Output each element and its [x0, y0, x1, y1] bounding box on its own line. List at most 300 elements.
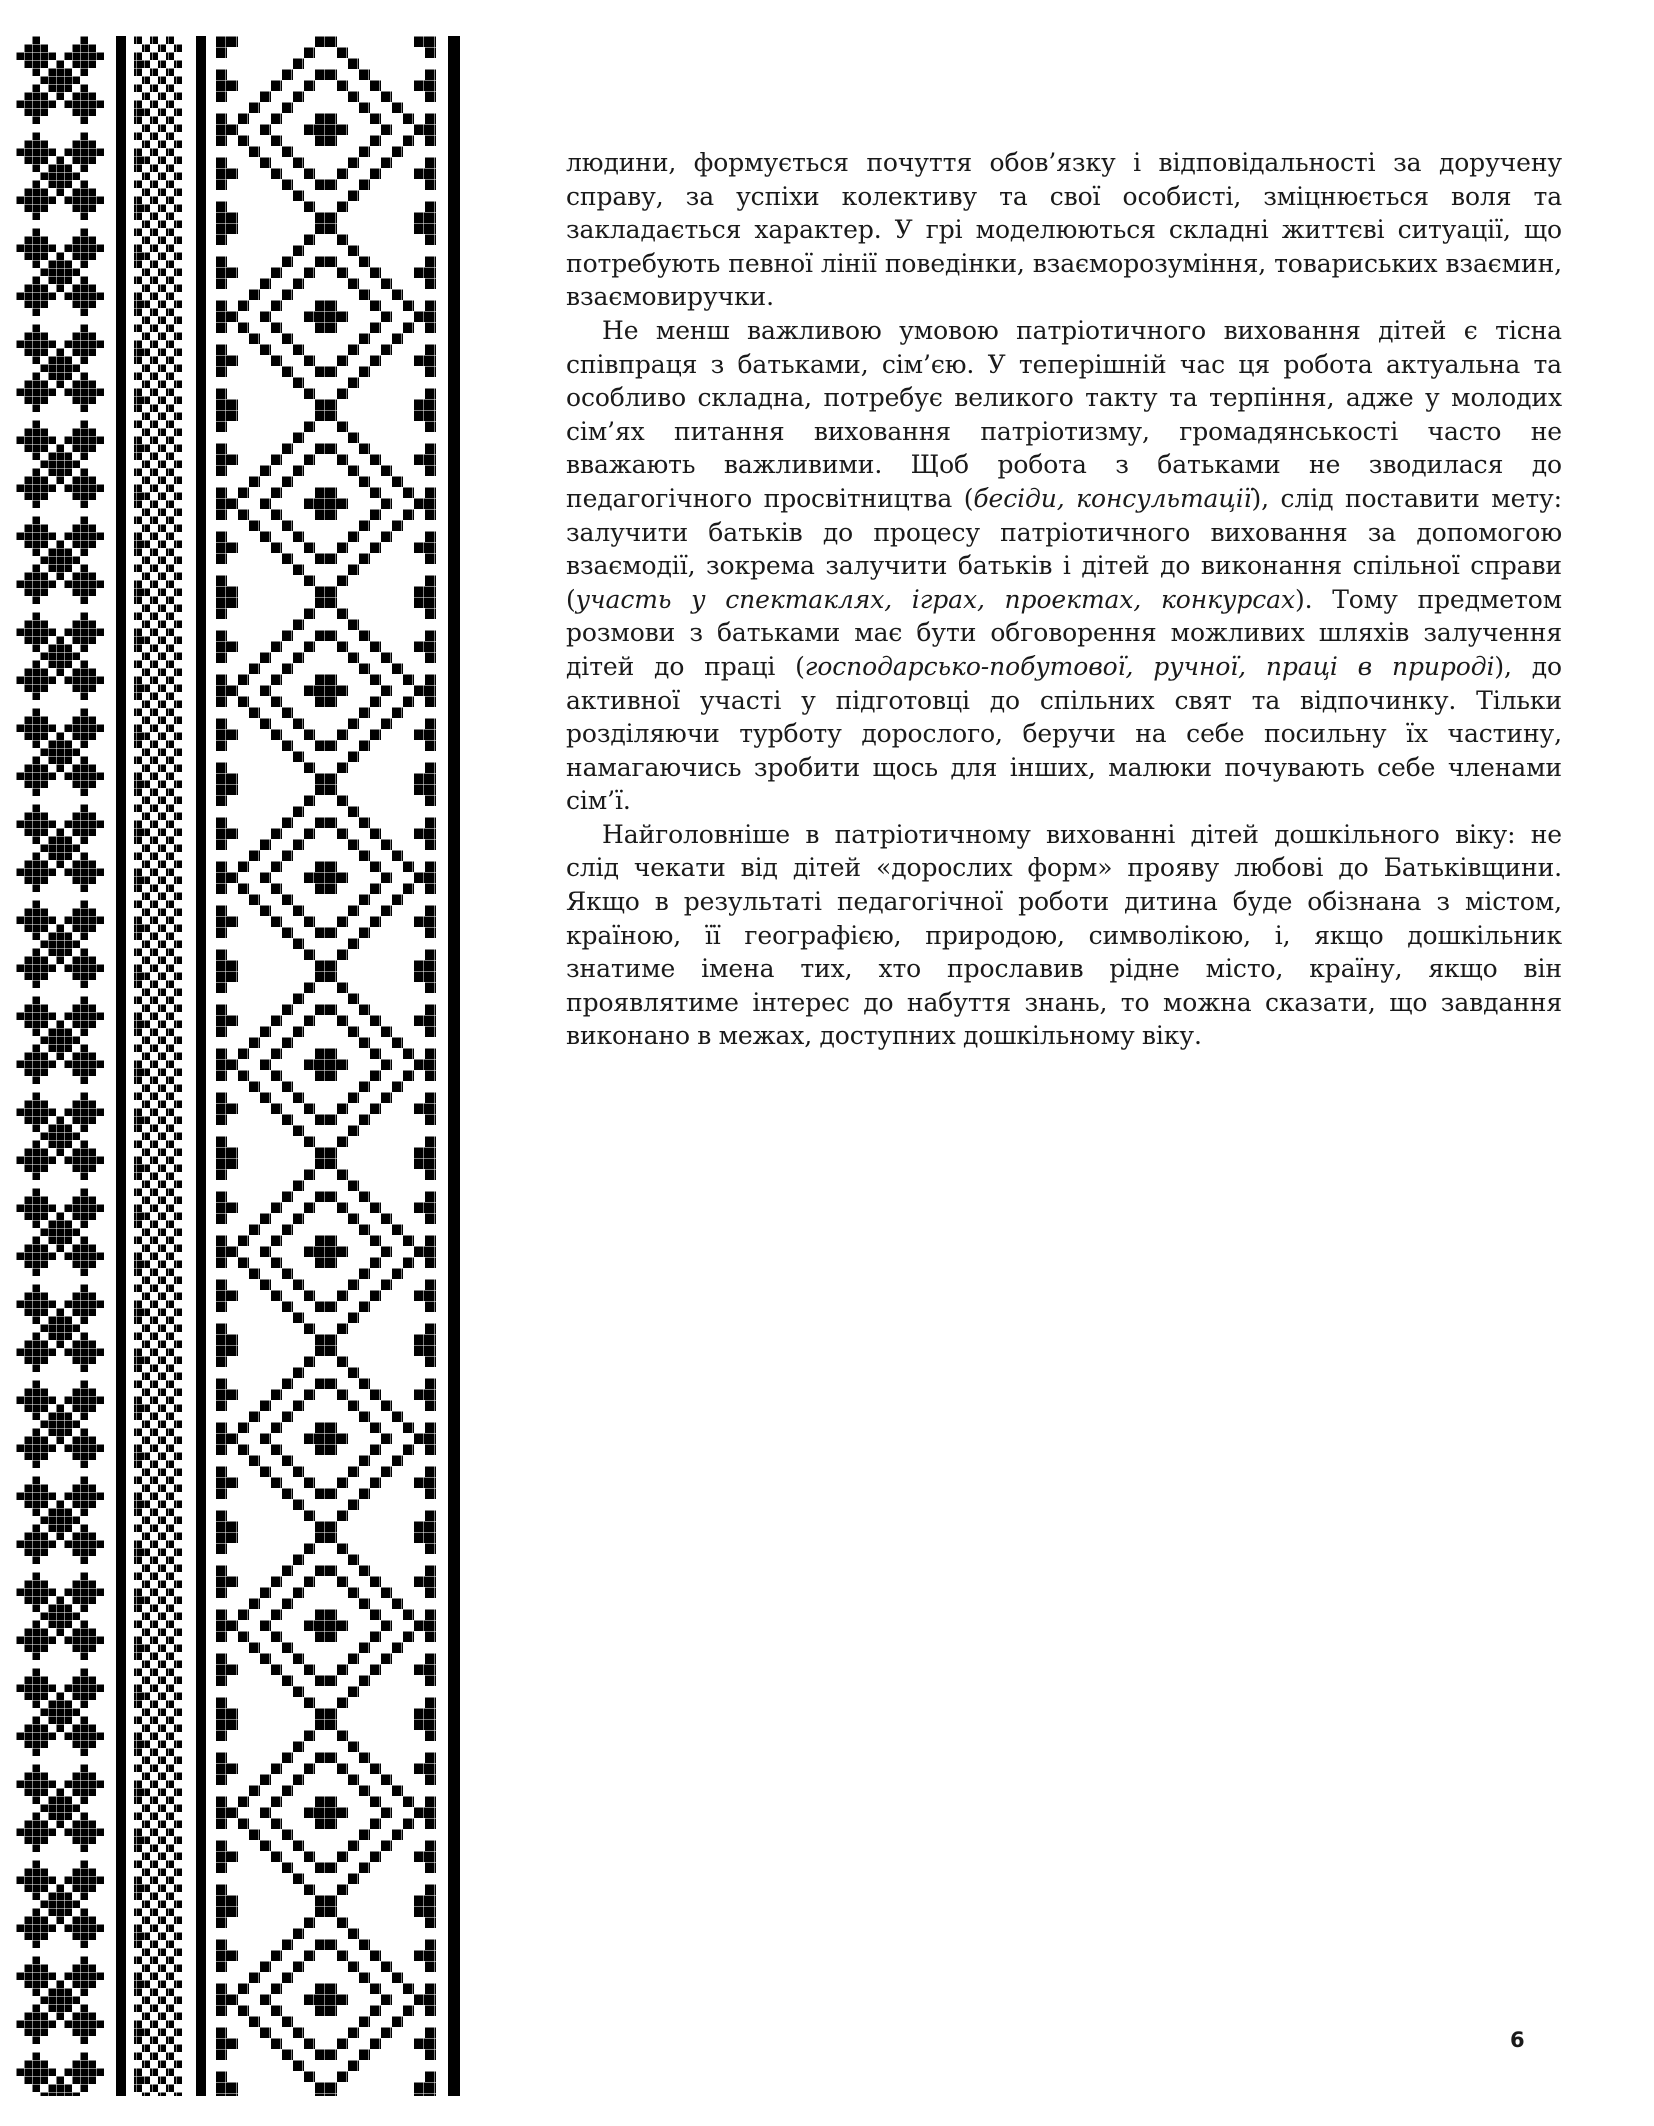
- stitch-cell: [403, 696, 414, 707]
- stitch-cell: [40, 860, 48, 868]
- stitch-cell: [64, 1620, 72, 1628]
- stitch-cell: [174, 668, 182, 676]
- stitch-cell: [96, 1252, 104, 1260]
- stitch-cell: [150, 420, 158, 428]
- stitch-cell: [216, 1961, 227, 1972]
- stitch-cell: [425, 1708, 436, 1719]
- stitch-cell: [174, 972, 182, 980]
- stitch-cell: [56, 556, 64, 564]
- stitch-cell: [326, 410, 337, 421]
- stitch-cell: [142, 1788, 150, 1796]
- stitch-cell: [158, 1212, 166, 1220]
- italic-run: участь у спектаклях, іграх, проектах, конкурсах: [575, 584, 1295, 614]
- stitch-cell: [80, 1364, 88, 1372]
- stitch-cell: [293, 1400, 304, 1411]
- stitch-cell: [359, 850, 370, 861]
- stitch-cell: [337, 1576, 348, 1587]
- stitch-cell: [227, 1389, 238, 1400]
- stitch-cell: [142, 428, 150, 436]
- stitch-cell: [249, 1081, 260, 1092]
- stitch-cell: [40, 92, 48, 100]
- stitch-cell: [80, 692, 88, 700]
- stitch-cell: [216, 1279, 227, 1290]
- stitch-cell: [150, 388, 158, 396]
- stitch-cell: [40, 1100, 48, 1108]
- stitch-cell: [80, 1268, 88, 1276]
- stitch-cell: [227, 971, 238, 982]
- stitch-cell: [88, 812, 96, 820]
- stitch-cell: [80, 1220, 88, 1228]
- stitch-cell: [24, 244, 32, 252]
- stitch-cell: [64, 964, 72, 972]
- stitch-cell: [134, 1780, 142, 1788]
- stitch-cell: [48, 460, 56, 468]
- stitch-cell: [216, 883, 227, 894]
- stitch-cell: [166, 420, 174, 428]
- stitch-cell: [32, 2012, 40, 2020]
- stitch-cell: [88, 772, 96, 780]
- stitch-cell: [425, 1565, 436, 1576]
- stitch-cell: [158, 1820, 166, 1828]
- stitch-cell: [425, 586, 436, 597]
- stitch-cell: [64, 356, 72, 364]
- stitch-cell: [72, 1588, 80, 1596]
- stitch-cell: [293, 1026, 304, 1037]
- stitch-cell: [425, 883, 436, 894]
- stitch-cell: [142, 1964, 150, 1972]
- stitch-cell: [403, 1609, 414, 1620]
- stitch-cell: [24, 1692, 32, 1700]
- stitch-cell: [282, 520, 293, 531]
- stitch-cell: [166, 596, 174, 604]
- stitch-cell: [80, 956, 88, 964]
- stitch-cell: [96, 292, 104, 300]
- stitch-cell: [80, 244, 88, 252]
- stitch-cell: [216, 729, 227, 740]
- stitch-cell: [80, 1740, 88, 1748]
- stitch-cell: [150, 1828, 158, 1836]
- stitch-cell: [88, 1148, 96, 1156]
- stitch-cell: [150, 180, 158, 188]
- stitch-cell: [24, 860, 32, 868]
- stitch-cell: [56, 1412, 64, 1420]
- stitch-cell: [72, 1740, 80, 1748]
- stitch-cell: [64, 1396, 72, 1404]
- stitch-cell: [64, 1612, 72, 1620]
- stitch-cell: [134, 156, 142, 164]
- stitch-cell: [166, 1412, 174, 1420]
- stitch-cell: [56, 1908, 64, 1916]
- stitch-cell: [271, 509, 282, 520]
- stitch-cell: [80, 1060, 88, 1068]
- stitch-cell: [40, 1732, 48, 1740]
- stitch-cell: [72, 556, 80, 564]
- stitch-cell: [425, 2027, 436, 2038]
- stitch-cell: [166, 1796, 174, 1804]
- stitch-cell: [174, 636, 182, 644]
- stitch-cell: [227, 872, 238, 883]
- stitch-cell: [150, 404, 158, 412]
- stitch-cell: [32, 1204, 40, 1212]
- stitch-cell: [48, 468, 56, 476]
- stitch-cell: [48, 1044, 56, 1052]
- stitch-cell: [326, 1895, 337, 1906]
- stitch-cell: [174, 188, 182, 196]
- stitch-cell: [56, 1900, 64, 1908]
- stitch-cell: [304, 1389, 315, 1400]
- stitch-cell: [174, 380, 182, 388]
- stitch-cell: [166, 708, 174, 716]
- stitch-cell: [166, 820, 174, 828]
- stitch-cell: [88, 332, 96, 340]
- stitch-cell: [216, 1378, 227, 1389]
- stitch-cell: [134, 484, 142, 492]
- stitch-cell: [72, 1612, 80, 1620]
- stitch-cell: [174, 1164, 182, 1172]
- stitch-cell: [80, 1204, 88, 1212]
- stitch-cell: [304, 1917, 315, 1928]
- stitch-cell: [72, 748, 80, 756]
- stitch-cell: [72, 1996, 80, 2004]
- stitch-cell: [32, 300, 40, 308]
- stitch-cell: [134, 1796, 142, 1804]
- stitch-cell: [56, 540, 64, 548]
- stitch-cell: [142, 284, 150, 292]
- stitch-cell: [271, 1631, 282, 1642]
- stitch-cell: [142, 460, 150, 468]
- stitch-cell: [216, 410, 227, 421]
- stitch-cell: [414, 542, 425, 553]
- stitch-cell: [80, 820, 88, 828]
- stitch-cell: [315, 861, 326, 872]
- stitch-cell: [271, 1477, 282, 1488]
- stitch-cell: [80, 1500, 88, 1508]
- stitch-cell: [315, 1114, 326, 1125]
- stitch-cell: [158, 444, 166, 452]
- stitch-cell: [56, 1788, 64, 1796]
- stitch-cell: [315, 399, 326, 410]
- stitch-cell: [158, 780, 166, 788]
- stitch-cell: [174, 1004, 182, 1012]
- stitch-cell: [80, 236, 88, 244]
- stitch-cell: [32, 1876, 40, 1884]
- stitch-cell: [24, 532, 32, 540]
- stitch-cell: [174, 908, 182, 916]
- stitch-cell: [134, 1300, 142, 1308]
- stitch-cell: [32, 1716, 40, 1724]
- stitch-cell: [80, 1156, 88, 1164]
- stitch-cell: [24, 1060, 32, 1068]
- stitch-cell: [72, 916, 80, 924]
- stitch-cell: [24, 1980, 32, 1988]
- stitch-cell: [88, 1004, 96, 1012]
- stitch-cell: [150, 276, 158, 284]
- stitch-cell: [381, 872, 392, 883]
- stitch-cell: [337, 1620, 348, 1631]
- stitch-cell: [326, 1345, 337, 1356]
- stitch-cell: [134, 1524, 142, 1532]
- stitch-cell: [174, 1420, 182, 1428]
- stitch-cell: [348, 718, 359, 729]
- stitch-cell: [142, 1532, 150, 1540]
- stitch-cell: [32, 1668, 40, 1676]
- stitch-cell: [425, 1917, 436, 1928]
- stitch-cell: [249, 1785, 260, 1796]
- stitch-cell: [64, 1420, 72, 1428]
- stitch-cell: [88, 2068, 96, 2076]
- stitch-cell: [64, 1540, 72, 1548]
- stitch-cell: [32, 1532, 40, 1540]
- stitch-cell: [150, 1860, 158, 1868]
- stitch-cell: [158, 92, 166, 100]
- stitch-cell: [158, 2044, 166, 2052]
- stitch-cell: [227, 1620, 238, 1631]
- stitch-cell: [64, 100, 72, 108]
- stitch-cell: [238, 696, 249, 707]
- stitch-cell: [150, 1284, 158, 1292]
- stitch-cell: [56, 1436, 64, 1444]
- stitch-cell: [64, 1132, 72, 1140]
- stitch-cell: [425, 1510, 436, 1521]
- stitch-cell: [227, 1719, 238, 1730]
- stitch-cell: [48, 372, 56, 380]
- stitch-cell: [326, 322, 337, 333]
- stitch-cell: [392, 146, 403, 157]
- stitch-cell: [32, 2020, 40, 2028]
- stitch-cell: [304, 1015, 315, 1026]
- stitch-cell: [370, 322, 381, 333]
- stitch-cell: [174, 1180, 182, 1188]
- stitch-cell: [216, 586, 227, 597]
- stitch-cell: [158, 1452, 166, 1460]
- stitch-cell: [359, 894, 370, 905]
- stitch-cell: [158, 1532, 166, 1540]
- stitch-cell: [56, 1244, 64, 1252]
- stitch-cell: [158, 796, 166, 804]
- stitch-cell: [425, 1994, 436, 2005]
- stitch-cell: [158, 1020, 166, 1028]
- stitch-cell: [96, 1156, 104, 1164]
- stitch-cell: [260, 905, 271, 916]
- stitch-cell: [150, 676, 158, 684]
- stitch-cell: [271, 267, 282, 278]
- stitch-cell: [174, 2076, 182, 2084]
- stitch-cell: [72, 332, 80, 340]
- stitch-cell: [24, 2020, 32, 2028]
- stitch-cell: [271, 861, 282, 872]
- stitch-cell: [425, 1752, 436, 1763]
- stitch-cell: [414, 685, 425, 696]
- stitch-cell: [166, 1060, 174, 1068]
- stitch-cell: [142, 636, 150, 644]
- stitch-cell: [425, 2082, 436, 2093]
- stitch-cell: [88, 1580, 96, 1588]
- stitch-cell: [134, 228, 142, 236]
- stitch-cell: [72, 1348, 80, 1356]
- stitch-cell: [80, 572, 88, 580]
- stitch-cell: [227, 1477, 238, 1488]
- stitch-cell: [40, 1772, 48, 1780]
- stitch-cell: [166, 468, 174, 476]
- stitch-cell: [174, 444, 182, 452]
- stitch-cell: [392, 1455, 403, 1466]
- stitch-cell: [96, 1636, 104, 1644]
- stitch-cell: [80, 916, 88, 924]
- stitch-cell: [260, 1279, 271, 1290]
- stitch-cell: [227, 1895, 238, 1906]
- stitch-cell: [80, 396, 88, 404]
- stitch-cell: [326, 1004, 337, 1015]
- stitch-cell: [88, 492, 96, 500]
- stitch-cell: [40, 2012, 48, 2020]
- stitch-cell: [16, 1300, 24, 1308]
- stitch-cell: [142, 860, 150, 868]
- stitch-cell: [370, 80, 381, 91]
- stitch-cell: [72, 1804, 80, 1812]
- stitch-cell: [32, 516, 40, 524]
- stitch-cell: [414, 729, 425, 740]
- stitch-cell: [315, 1796, 326, 1807]
- stitch-cell: [425, 91, 436, 102]
- stitch-cell: [134, 132, 142, 140]
- stitch-cell: [150, 1380, 158, 1388]
- stitch-cell: [282, 1037, 293, 1048]
- stitch-cell: [392, 1411, 403, 1422]
- stitch-cell: [150, 1988, 158, 1996]
- stitch-cell: [88, 876, 96, 884]
- stitch-cell: [337, 1246, 348, 1257]
- stitch-cell: [88, 588, 96, 596]
- stitch-cell: [40, 1612, 48, 1620]
- stitch-cell: [134, 1980, 142, 1988]
- stitch-cell: [40, 724, 48, 732]
- stitch-cell: [271, 1202, 282, 1213]
- stitch-cell: [56, 172, 64, 180]
- stitch-cell: [80, 1820, 88, 1828]
- stitch-cell: [326, 1994, 337, 2005]
- stitch-cell: [282, 333, 293, 344]
- stitch-cell: [326, 1114, 337, 1125]
- stitch-cell: [304, 1103, 315, 1114]
- stitch-cell: [414, 1763, 425, 1774]
- stitch-cell: [392, 1972, 403, 1983]
- stitch-cell: [282, 2049, 293, 2060]
- stitch-cell: [40, 1884, 48, 1892]
- stitch-cell: [414, 1433, 425, 1444]
- stitch-cell: [315, 366, 326, 377]
- stitch-cell: [166, 1620, 174, 1628]
- stitch-cell: [326, 443, 337, 454]
- stitch-cell: [88, 1964, 96, 1972]
- stitch-cell: [271, 1983, 282, 1994]
- stitch-cell: [359, 740, 370, 751]
- stitch-cell: [40, 628, 48, 636]
- stitch-cell: [326, 498, 337, 509]
- stitch-cell: [64, 1036, 72, 1044]
- stitch-cell: [425, 1587, 436, 1598]
- stitch-cell: [72, 772, 80, 780]
- stitch-cell: [32, 1012, 40, 1020]
- stitch-cell: [56, 284, 64, 292]
- stitch-cell: [166, 1956, 174, 1964]
- stitch-cell: [134, 36, 142, 44]
- stitch-cell: [425, 1191, 436, 1202]
- stitch-cell: [166, 356, 174, 364]
- stitch-cell: [72, 820, 80, 828]
- stitch-cell: [32, 908, 40, 916]
- stitch-cell: [370, 1477, 381, 1488]
- stitch-cell: [64, 652, 72, 660]
- stitch-cell: [32, 572, 40, 580]
- stitch-cell: [238, 1983, 249, 1994]
- stitch-cell: [158, 540, 166, 548]
- stitch-cell: [304, 1620, 315, 1631]
- stitch-cell: [150, 980, 158, 988]
- stitch-cell: [150, 1412, 158, 1420]
- stitch-cell: [166, 1684, 174, 1692]
- stitch-cell: [370, 300, 381, 311]
- stitch-cell: [304, 1994, 315, 2005]
- stitch-cell: [326, 2005, 337, 2016]
- stitch-cell: [134, 1404, 142, 1412]
- stitch-cell: [282, 476, 293, 487]
- stitch-cell: [80, 1860, 88, 1868]
- stitch-cell: [227, 1576, 238, 1587]
- stitch-cell: [166, 852, 174, 860]
- stitch-cell: [80, 1348, 88, 1356]
- stitch-cell: [150, 1460, 158, 1468]
- stitch-cell: [134, 1924, 142, 1932]
- stitch-cell: [56, 1508, 64, 1516]
- stitch-cell: [315, 1334, 326, 1345]
- stitch-cell: [48, 1972, 56, 1980]
- stitch-cell: [381, 1961, 392, 1972]
- stitch-cell: [271, 1609, 282, 1620]
- stitch-cell: [227, 36, 238, 47]
- stitch-cell: [216, 124, 227, 135]
- stitch-cell: [196, 36, 206, 2096]
- stitch-cell: [359, 1785, 370, 1796]
- stitch-cell: [80, 1484, 88, 1492]
- stitch-cell: [158, 1420, 166, 1428]
- stitch-cell: [359, 553, 370, 564]
- stitch-cell: [134, 580, 142, 588]
- stitch-cell: [315, 1620, 326, 1631]
- stitch-cell: [304, 388, 315, 399]
- stitch-cell: [48, 1604, 56, 1612]
- stitch-cell: [40, 1052, 48, 1060]
- stitch-cell: [425, 1576, 436, 1587]
- stitch-cell: [370, 509, 381, 520]
- stitch-cell: [304, 1136, 315, 1147]
- stitch-cell: [24, 148, 32, 156]
- stitch-cell: [282, 630, 293, 641]
- stitch-cell: [315, 487, 326, 498]
- stitch-cell: [134, 1972, 142, 1980]
- stitch-cell: [227, 80, 238, 91]
- stitch-cell: [337, 1323, 348, 1334]
- stitch-cell: [56, 1148, 64, 1156]
- stitch-cell: [80, 676, 88, 684]
- stitch-cell: [150, 1124, 158, 1132]
- stitch-cell: [56, 1612, 64, 1620]
- stitch-cell: [40, 1644, 48, 1652]
- stitch-cell: [425, 1730, 436, 1741]
- stitch-cell: [40, 772, 48, 780]
- stitch-cell: [158, 588, 166, 596]
- stitch-cell: [348, 2060, 359, 2071]
- stitch-cell: [227, 267, 238, 278]
